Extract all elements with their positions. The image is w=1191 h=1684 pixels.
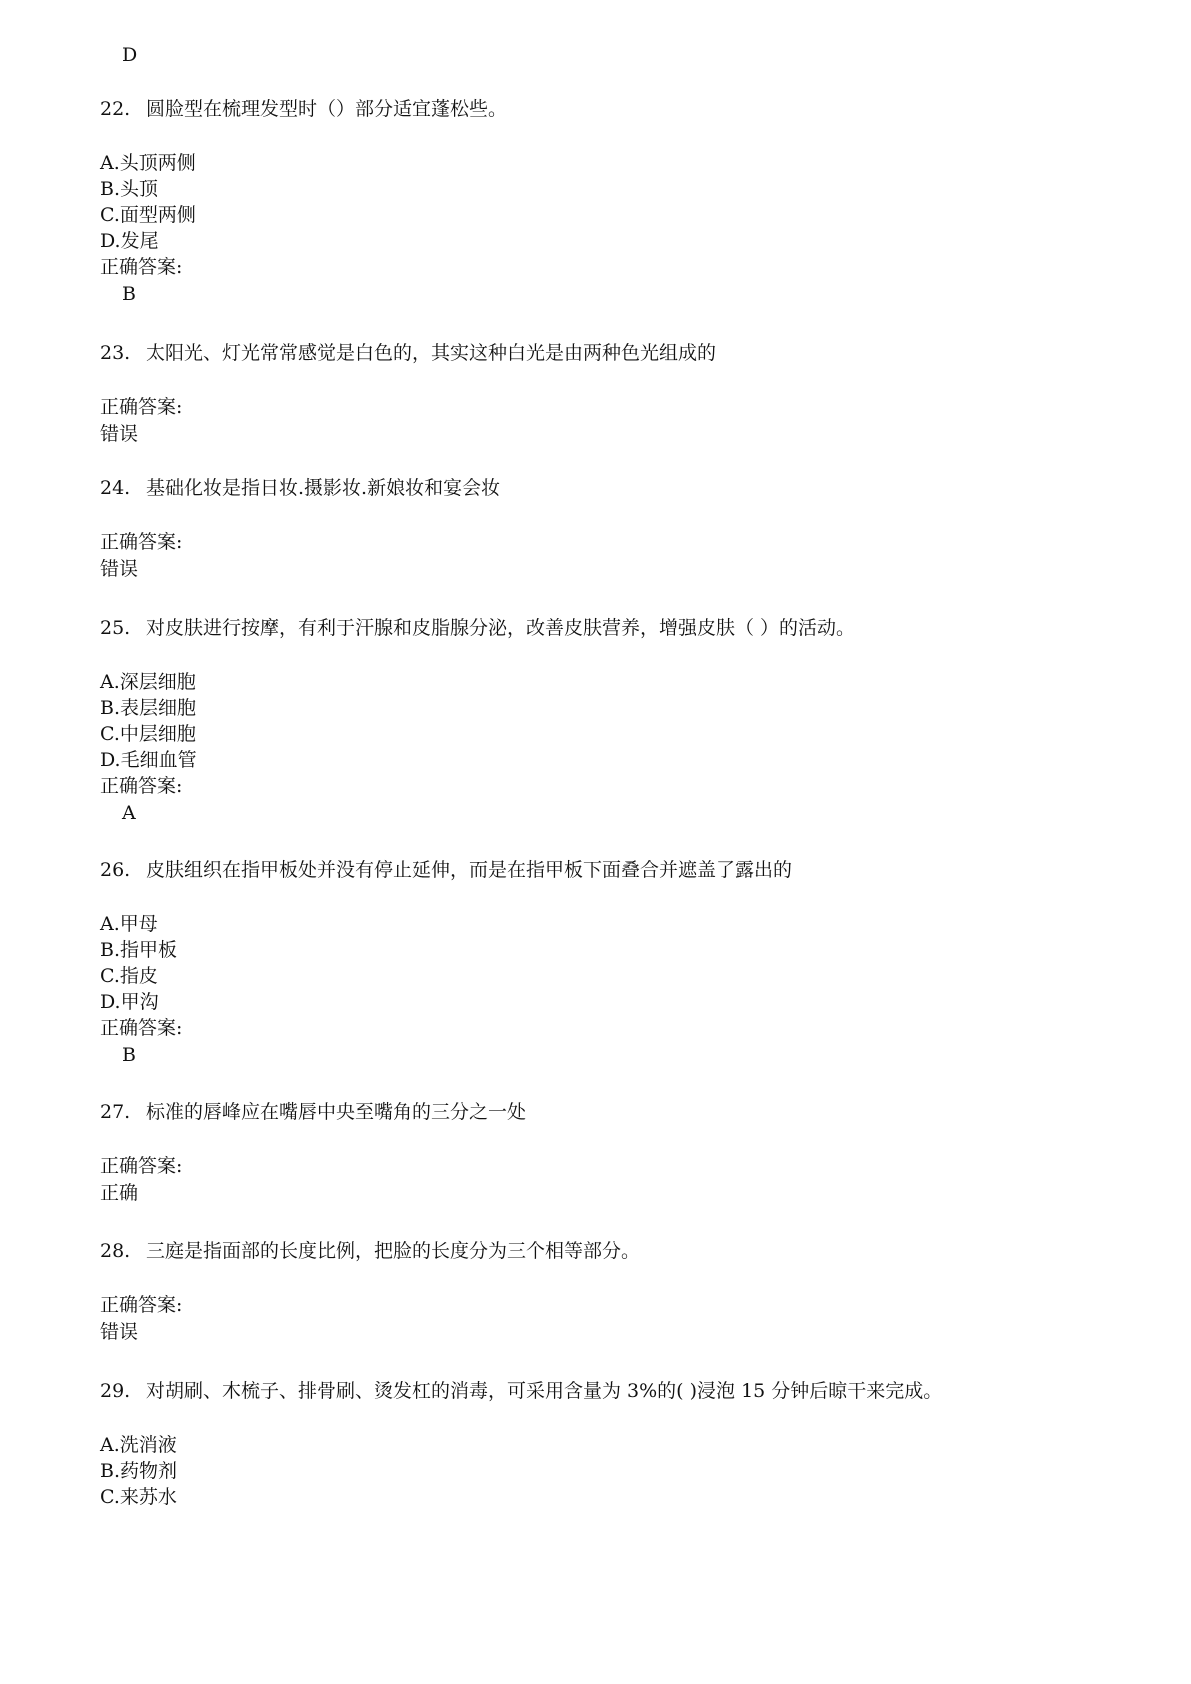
answer-label: 正确答案:	[100, 396, 183, 418]
option-c: C.指皮	[100, 965, 158, 987]
question-text: 标准的唇峰应在嘴唇中央至嘴角的三分之一处	[146, 1101, 527, 1123]
option-b: B.药物剂	[100, 1460, 178, 1482]
question-number: 29.	[100, 1380, 131, 1402]
question-25	[100, 615, 855, 641]
question-number: 23.	[100, 342, 131, 364]
question-23	[100, 340, 716, 366]
option-a: A.甲母	[100, 913, 158, 935]
option-d: D.发尾	[100, 230, 159, 252]
question-number: 22.	[100, 98, 131, 120]
answer-value: 错误	[100, 423, 139, 445]
question-number: 28.	[100, 1240, 131, 1262]
question-27	[100, 1099, 526, 1125]
answer-value: B	[122, 1044, 136, 1066]
answer-value: 错误	[100, 558, 139, 580]
question-number: 25.	[100, 617, 131, 639]
answer-label: 正确答案:	[100, 1017, 183, 1039]
answer-label: 正确答案:	[100, 1294, 183, 1316]
question-number: 26.	[100, 859, 131, 881]
answer-label: 正确答案:	[100, 531, 183, 553]
option-c: C.中层细胞	[100, 723, 196, 745]
question-text: 太阳光、灯光常常感觉是白色的，其实这种白光是由两种色光组成的	[146, 342, 717, 364]
question-text: 三庭是指面部的长度比例，把脸的长度分为三个相等部分。	[146, 1240, 641, 1262]
option-a: A.深层细胞	[100, 671, 196, 693]
question-28	[100, 1238, 640, 1264]
option-b: B.指甲板	[100, 939, 178, 961]
answer-value: 正确	[100, 1182, 139, 1204]
option-d: D.甲沟	[100, 991, 159, 1013]
question-number: 27.	[100, 1101, 131, 1123]
question-text: 皮肤组织在指甲板处并没有停止延伸，而是在指甲板下面叠合并遮盖了露出的	[146, 859, 793, 881]
answer-label: 正确答案:	[100, 1155, 183, 1177]
question-26	[100, 857, 792, 883]
answer-value: D	[122, 44, 138, 66]
option-b: B.表层细胞	[100, 697, 197, 719]
question-text: 对皮肤进行按摩，有利于汗腺和皮脂腺分泌，改善皮肤营养，增强皮肤（ ）的活动。	[146, 617, 856, 639]
option-d: D.毛细血管	[100, 749, 197, 771]
question-text: 圆脸型在梳理发型时（）部分适宜蓬松些。	[146, 98, 508, 120]
question-29	[100, 1378, 942, 1404]
answer-value: B	[122, 283, 136, 305]
answer-label: 正确答案:	[100, 775, 183, 797]
option-c: C.来苏水	[100, 1486, 177, 1508]
option-a: A.头顶两侧	[100, 152, 196, 174]
answer-value: 错误	[100, 1321, 139, 1343]
option-a: A.洗消液	[100, 1434, 177, 1456]
question-text: 基础化妆是指日妆.摄影妆.新娘妆和宴会妆	[146, 477, 501, 499]
option-b: B.头顶	[100, 178, 159, 200]
answer-value: A	[122, 802, 136, 824]
question-text: 对胡刷、木梳子、排骨刷、烫发杠的消毒，可采用含量为 3%的( )浸泡 15 分钟后晾干来完成。	[146, 1380, 943, 1402]
question-24	[100, 475, 500, 501]
answer-label: 正确答案:	[100, 256, 183, 278]
question-22	[100, 96, 507, 122]
question-number: 24.	[100, 477, 131, 499]
option-c: C.面型两侧	[100, 204, 196, 226]
